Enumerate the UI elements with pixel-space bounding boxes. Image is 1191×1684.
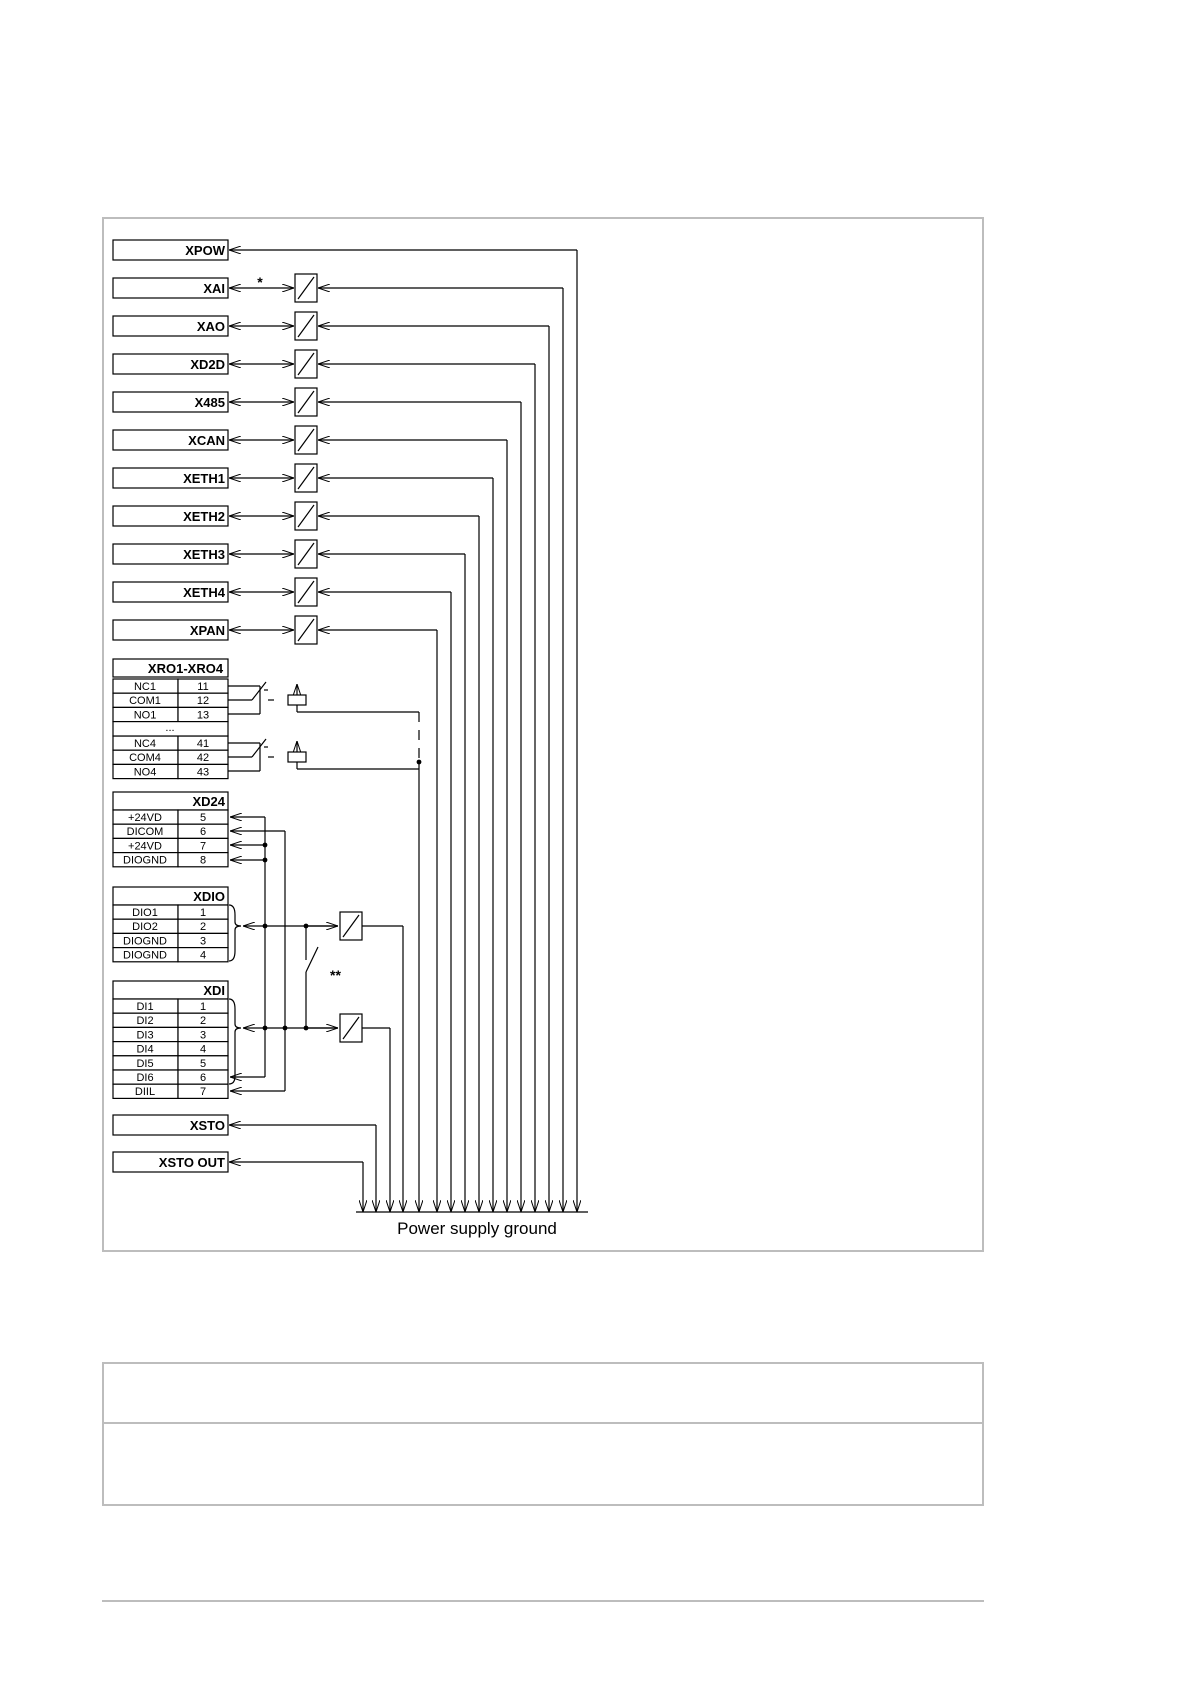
xdi-row-pin: 3 [199,1029,207,1042]
xdio-row-pin: 4 [199,949,207,962]
xd24-row-pin: 6 [199,826,207,839]
xdi-row-pin: 7 [199,1086,207,1099]
xdio-brace [229,905,241,961]
junction-dot [263,924,268,929]
xd24-row-name: +24VD [128,840,162,853]
relay-row-name: NC1 [133,681,157,693]
connector-label-xao: XAO [196,319,225,334]
relay-row-name: NO1 [133,709,157,722]
junction-dot [417,760,422,765]
relay-ellipsis: ... [165,722,175,734]
relay-row-pin: 12 [196,695,210,708]
xdio-row-name: DIOGND [123,949,167,962]
xdio-row-name: DIO2 [132,921,158,934]
xdi-row-name: DI4 [136,1043,154,1056]
xdi-row-pin: 1 [199,1001,207,1013]
xd24-row-name: DIOGND [123,854,167,867]
junction-dot [304,924,309,929]
connector-label-xeth4: XETH4 [183,585,225,600]
xdi-row-pin: 6 [199,1072,207,1084]
relay-contact-blade [252,739,266,757]
xd24-row-pin: 7 [199,840,207,853]
junction-dot [263,858,268,863]
xdio-row-pin: 1 [199,907,207,919]
relay-row-pin: 41 [196,738,210,750]
xd24-row-name: +24VD [128,812,162,824]
relay-contact-blade [252,682,266,700]
junction-dot [283,1026,288,1031]
connector-label-xpan: XPAN [189,623,225,638]
xdi-title: XDI [203,983,225,998]
junction-dot [263,1026,268,1031]
relay-row-pin: 13 [196,709,210,722]
xdio-title: XDIO [193,889,225,904]
relay-row-pin: 43 [196,766,210,779]
junction-dot [304,1026,309,1031]
connector-label-xai: XAI [203,281,225,296]
connector-label-x485: X485 [194,395,225,410]
xd24-title: XD24 [192,794,225,809]
xdio-row-pin: 2 [199,921,207,934]
connector-label-xpow: XPOW [185,243,225,258]
xdi-row-pin: 5 [199,1057,207,1070]
switch-marker: ** [330,967,341,983]
xdi-row-name: DIIL [134,1086,156,1099]
relay-coil [288,752,306,762]
xsto-label: XSTO [189,1118,225,1133]
relay-coil [288,695,306,705]
xdi-row-name: DI6 [136,1072,154,1084]
xd24-row-pin: 5 [199,812,207,824]
wiring-layer [228,250,588,1212]
ground-label: Power supply ground [397,1219,557,1238]
xsto-out-label: XSTO OUT [158,1155,225,1170]
xd24-row-pin: 8 [199,854,207,867]
connector-label-xeth3: XETH3 [183,547,225,562]
xdi-row-name: DI2 [136,1015,154,1028]
xdi-row-name: DI5 [136,1057,154,1070]
relay-row-name: COM4 [129,752,161,765]
xd24-row-name: DICOM [126,826,164,839]
xai-asterisk: * [257,274,263,290]
xdio-row-pin: 3 [199,935,207,948]
xdi-row-name: DI1 [136,1001,154,1013]
relay-row-pin: 42 [196,752,210,765]
connector-label-xeth2: XETH2 [183,509,225,524]
connector-label-xcan: XCAN [188,433,225,448]
junction-dot [263,843,268,848]
relay-row-name: NO4 [133,766,157,779]
relay-row-pin: 11 [197,681,209,693]
connector-label-xd2d: XD2D [190,357,225,372]
xdio-row-name: DIO1 [132,907,158,919]
connector-label-xeth1: XETH1 [183,471,225,486]
xdi-row-pin: 4 [199,1043,207,1056]
relay-title: XRO1-XRO4 [147,661,224,676]
xdi-row-name: DI3 [136,1029,154,1042]
xdi-row-pin: 2 [199,1015,207,1028]
xdio-row-name: DIOGND [123,935,167,948]
relay-row-name: NC4 [133,738,157,750]
relay-row-name: COM1 [129,695,161,708]
switch-blade [306,947,318,972]
xdi-brace [229,999,241,1084]
